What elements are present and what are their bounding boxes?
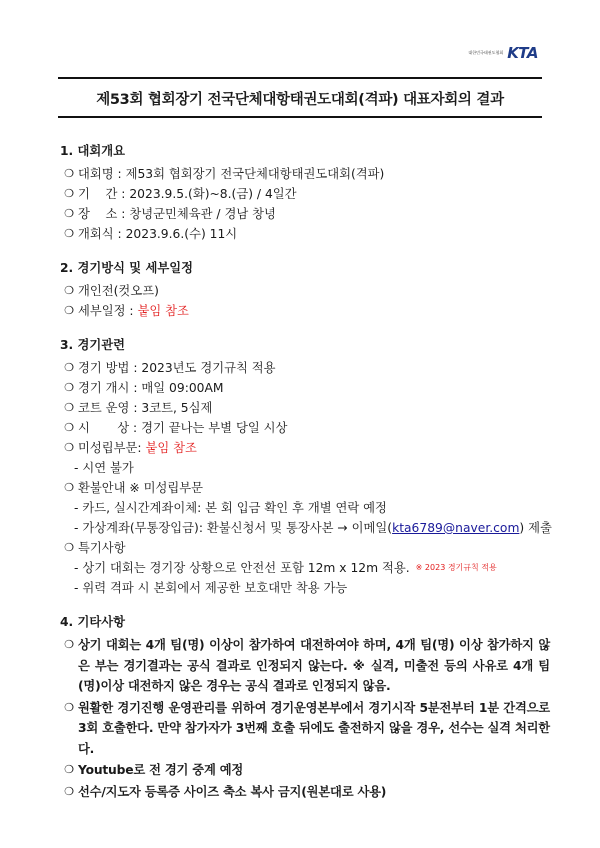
list-item	[60, 698, 550, 760]
list-item	[60, 538, 550, 558]
list-item	[60, 635, 550, 697]
circle-bullet-icon: ❍	[64, 700, 74, 714]
match-start: 경기 개시 : 매일 09:00AM	[78, 381, 224, 395]
circle-bullet-icon: ❍	[64, 227, 74, 240]
refund-virtual-suffix: ) 제출	[519, 521, 552, 535]
attachment-reference: 붙임 참조	[145, 441, 197, 455]
event-venue: 장 소 : 창녕군민체육관 / 경남 창녕	[78, 207, 276, 221]
list-item	[60, 418, 550, 438]
circle-bullet-icon: ❍	[64, 304, 74, 317]
court-operation: 코트 운영 : 3코트, 5심제	[78, 401, 213, 415]
event-period: 기 간 : 2023.9.5.(화)~8.(금) / 4일간	[78, 187, 297, 201]
event-name: 대회명 : 제53회 협회장기 전국단체대항태권도대회(격파)	[78, 167, 385, 181]
list-item	[60, 164, 550, 184]
special-note-1-text: - 상기 대회는 경기장 상황으로 안전선 포함 12m x 12m 적용.	[74, 561, 410, 575]
list-item	[60, 224, 550, 244]
paragraph-call-procedure: 원활한 경기진행 운영관리를 위하여 경기운영본부에서 경기시작 5분전부터 1분 간격으로 3회 호출한다. 만약 참가자가 3번째 호출 뒤에도 출전하지 않을 경우, 선수는 실격 처리한다.	[78, 700, 550, 756]
email-link[interactable]: kta6789@naver.com	[392, 521, 520, 535]
list-item	[60, 301, 550, 321]
match-method: 경기 방법 : 2023년도 경기규칙 적용	[78, 361, 276, 375]
list-item	[60, 378, 550, 398]
demo-note: - 시연 불가	[74, 461, 134, 475]
circle-bullet-icon: ❍	[64, 441, 74, 454]
refund-virtual-account	[60, 518, 550, 538]
list-item	[60, 358, 550, 378]
unfulfilled-label: 미성립부문:	[78, 441, 146, 455]
list-item	[60, 782, 550, 803]
circle-bullet-icon: ❍	[64, 361, 74, 374]
attachment-reference: 붙임 참조	[137, 304, 189, 318]
circle-bullet-icon: ❍	[64, 481, 74, 494]
list-item	[60, 184, 550, 204]
paragraph-minimum-teams: 상기 대회는 4개 팀(명) 이상이 참가하여 대전하여야 하며, 4개 팀(명) 이상 참가하지 않은 부는 경기결과는 공식 결과로 인정되지 않는다. ※ 실격, 미출전 등의 사유로 4개 팀(명)이상 대전하지 않은 경우는 공식 결과로 인정되지 않음.	[78, 638, 550, 693]
circle-bullet-icon: ❍	[64, 638, 74, 651]
circle-bullet-icon: ❍	[64, 284, 74, 297]
competition-format: 개인전(컷오프)	[78, 284, 159, 298]
section-1-title: 1. 대회개요	[60, 144, 126, 158]
title-rule-top	[58, 77, 542, 79]
logo-subtitle: 대한민국태권도협회	[468, 50, 504, 55]
section-3-title: 3. 경기관련	[60, 338, 126, 352]
title-rule-bottom	[58, 116, 542, 118]
circle-bullet-icon: ❍	[64, 763, 74, 776]
list-item	[60, 204, 550, 224]
special-note-1	[60, 558, 550, 578]
circle-bullet-icon: ❍	[64, 167, 74, 180]
kta-logo	[468, 44, 538, 62]
document-body	[60, 143, 550, 803]
circle-bullet-icon: ❍	[64, 541, 74, 554]
opening-ceremony: 개회식 : 2023.9.6.(수) 11시	[78, 227, 238, 241]
special-notes: 특기사항	[78, 541, 126, 555]
section-4-title: 4. 기타사항	[60, 615, 126, 629]
circle-bullet-icon: ❍	[64, 784, 74, 798]
schedule-label: 세부일정 :	[78, 304, 138, 318]
logo-text: KTA	[507, 44, 538, 62]
document-title: 제53회 협회장기 전국단체대항태권도대회(격파) 대표자회의 결과	[96, 92, 504, 108]
circle-bullet-icon: ❍	[64, 421, 74, 434]
paragraph-id-card: 선수/지도자 등록증 사이즈 축소 복사 금지(원본대로 사용)	[78, 784, 387, 799]
circle-bullet-icon: ❍	[64, 207, 74, 220]
paragraph-youtube: Youtube로 전 경기 중계 예정	[78, 763, 244, 777]
rule-note: ※ 2023 경기규칙 적용	[415, 563, 497, 572]
list-item	[60, 438, 550, 458]
section-2-title: 2. 경기방식 및 세부일정	[60, 261, 193, 275]
list-item	[60, 760, 550, 781]
circle-bullet-icon: ❍	[64, 381, 74, 394]
circle-bullet-icon: ❍	[64, 401, 74, 414]
circle-bullet-icon: ❍	[64, 187, 74, 200]
refund-virtual-prefix: - 가상계좌(무통장입금): 환불신청서 및 통장사본 → 이메일(	[74, 521, 393, 535]
refund-card: - 카드, 실시간계좌이체: 본 회 입금 확인 후 개별 연락 예정	[74, 501, 387, 515]
awards: 시 상 : 경기 끝나는 부별 당일 시상	[78, 421, 288, 435]
special-note-2: - 위력 격파 시 본회에서 제공한 보호대만 착용 가능	[74, 581, 348, 595]
list-item	[60, 398, 550, 418]
refund-guide: 환불안내 ※ 미성립부문	[78, 481, 204, 495]
list-item	[60, 281, 550, 301]
list-item	[60, 478, 550, 498]
